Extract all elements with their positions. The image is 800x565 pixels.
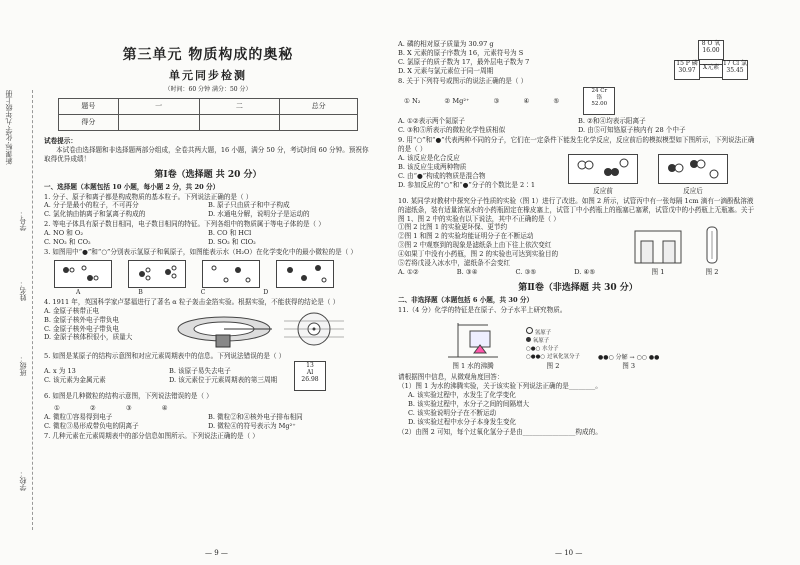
atomic-mass: 52.00 xyxy=(591,101,608,108)
option[interactable]: A. x 为 13 xyxy=(44,366,76,375)
q11-instruction: 请根据图中信息，从微观角度回答： xyxy=(398,372,504,381)
question-9: 9. 用“○”和“●”代表两种不同的分子，它们在一定条件下能发生化学反应，反应前后的模拟模型如下图所示，下列说法正确的是（ ） xyxy=(398,136,755,154)
legend-label: 过氧化氢分子 xyxy=(546,354,580,361)
left-column xyxy=(44,40,372,441)
atom-structure: ① xyxy=(54,403,60,412)
name-field: 姓名： xyxy=(19,280,27,301)
option[interactable]: B. 原子只由质子和中子构成 xyxy=(208,201,290,210)
element-card-cr xyxy=(583,87,615,115)
symbol-item: ① N₂ xyxy=(404,97,421,105)
beaker-apparatus xyxy=(633,225,683,265)
option[interactable]: D. SO₂ 和 ClO₂ xyxy=(208,237,256,246)
option[interactable]: B. 该原子易失去电子 xyxy=(169,366,231,375)
school-field: 学校： xyxy=(19,470,27,491)
statement: ⑤若将戊浸入冰水中，滤纸条不会变红 xyxy=(398,259,511,268)
part1-title: 第Ⅰ卷（选择题 共 20 分） xyxy=(154,169,262,180)
symbol-item: ② Mg²⁺ xyxy=(444,97,470,105)
q5-options xyxy=(44,367,294,385)
symbol-item: ⑤ xyxy=(553,97,560,105)
option[interactable]: C. 微粒③易形成带负电的阴离子 xyxy=(44,422,139,431)
id-field: 学号： xyxy=(19,210,27,231)
atom-structure: ④ xyxy=(161,403,168,412)
figure-label: 图 1 水的沸腾 xyxy=(452,361,494,370)
figure-label: 图 3 xyxy=(622,361,636,370)
score-input-cell[interactable] xyxy=(118,114,199,130)
symbol-item: ④ xyxy=(523,97,530,105)
tips-heading: 试卷提示： xyxy=(44,136,77,145)
legend-label: 氢原子 xyxy=(534,329,552,336)
element-card-o: 8 O 氧 16.00 xyxy=(698,40,724,60)
element-card-x: X元素 xyxy=(699,64,723,78)
q11-part-1-options xyxy=(398,391,758,427)
statement: ④如果丁中没有小药瓶，图 2 的实验也可达到实验目的 xyxy=(398,250,559,259)
option[interactable]: A. 该实验过程中，水发生了化学变化 xyxy=(408,391,516,400)
binding-sidebar xyxy=(0,0,40,565)
exam-subtitle: 单元同步检测 xyxy=(169,68,247,82)
figure-label: D xyxy=(263,288,269,296)
option[interactable]: D. ④⑤ xyxy=(574,267,596,276)
test-tube-apparatus xyxy=(695,225,729,265)
before-reaction xyxy=(568,154,638,196)
q11-part-1: （1）图 1 为水的沸腾实验，关于该实验下列说法正确的是________。 xyxy=(398,382,602,391)
peroxide-molecule-icon: ○●●○ xyxy=(526,354,546,361)
option[interactable]: A. ①② xyxy=(398,267,419,276)
q8-options xyxy=(398,117,758,135)
q3-figure-d xyxy=(276,260,334,288)
question-3: 3. 如图用中“●”和“○”分别表示氢原子和氧原子，如图能表示水（H₂O）在化学变化中的最小微粒的是（ ） xyxy=(44,247,358,256)
after-reaction-box xyxy=(658,154,728,184)
q3-figure-a xyxy=(54,260,112,288)
decomposition-diagram: ●●○ 分解 → ○○ ●● xyxy=(597,353,660,361)
option[interactable]: B. 金原子核外电子带负电 xyxy=(44,315,119,324)
option[interactable]: B. ③④ xyxy=(456,267,478,276)
part2-heading: 二、非选择题（本题包括 6 小题，共 30 分） xyxy=(398,295,534,304)
exam-meta: （时间：60 分钟 满分：50 分） xyxy=(164,85,252,93)
score-input-cell[interactable] xyxy=(199,114,280,130)
q4-options xyxy=(44,307,164,351)
series-label: 新课标·化学·九年级上册 xyxy=(5,90,13,165)
symbol-item: ③ xyxy=(493,97,500,105)
option[interactable]: C. 氯原子的质子数为 17，最外层电子数为 7 xyxy=(398,57,530,66)
option[interactable]: D. 微粒④的符号表示为 Mg²⁺ xyxy=(208,422,296,431)
part2-title: 第Ⅱ卷（非选择题 共 30 分） xyxy=(518,282,638,293)
water-molecule-icon: ○●○ xyxy=(526,346,541,353)
option[interactable]: D. 水通电分解，说明分子是运动的 xyxy=(208,210,310,219)
score-header-cell: 二 xyxy=(199,98,280,114)
score-header-cell: 题号 xyxy=(59,98,119,114)
q10-statements xyxy=(398,223,633,276)
arrow-label: 分解 xyxy=(615,353,628,361)
after-reaction xyxy=(658,154,728,196)
option[interactable]: D. 参加反应的“○”和“●”分子的个数比是 2∶1 xyxy=(398,180,536,189)
q10-figures xyxy=(633,223,729,276)
q10-block xyxy=(398,223,758,276)
boiling-water-apparatus xyxy=(438,317,508,359)
element-card-al xyxy=(294,361,326,391)
option[interactable]: C. 氯化钠由钠离子和氯离子构成的 xyxy=(44,210,146,219)
q11-figure-1 xyxy=(438,317,508,371)
option[interactable]: B. ②和④均表示阳离子 xyxy=(578,117,646,126)
class-field: 班级： xyxy=(19,355,27,376)
option[interactable]: A. ①②表示两个氮原子 xyxy=(398,117,465,126)
figure-label: 反应后 xyxy=(683,186,703,195)
q6-figures xyxy=(54,404,372,413)
question-1: 1. 分子、原子和离子都是构成物质的基本粒子。下列说法正确的是（ ） xyxy=(44,192,253,201)
figure-label: 反应前 xyxy=(593,186,613,195)
option[interactable]: A. 金原子核带正电 xyxy=(44,306,100,315)
option[interactable]: A. 该反应是化合反应 xyxy=(398,154,460,163)
figure-label: 图 2 xyxy=(705,267,719,276)
question-10: 10. 某同学对教材中探究分子性质的实验（图 1）进行了改进。如图 2 所示，试管丙中有一张每隔 1cm 滴有一滴酚酞溶液的滤纸条，装有适量浓氨水的小药瓶固定在橡皮塞上，试管丁中小药瓶上的瓶塞已塞紧，试管戊中的小药瓶上无瓶塞。关于图 1、图 2 中的实验有以下说法，其中不正确的是（ ） xyxy=(398,196,755,223)
q7-block xyxy=(398,40,758,76)
q11-figures xyxy=(438,317,758,371)
q4-block xyxy=(44,307,372,351)
option[interactable]: C. 金原子核外电子带负电 xyxy=(44,324,119,333)
figure-label: A xyxy=(76,288,81,296)
option[interactable]: D. 该元素位于元素周期表的第三周期 xyxy=(169,375,278,384)
statement: ①图 2 比图 1 的实验更环保、更节约 xyxy=(398,223,508,232)
option[interactable]: C. NO₂ 和 CO₂ xyxy=(44,237,91,246)
score-header-cell: 一 xyxy=(118,98,199,114)
q9-block xyxy=(398,154,758,196)
q6-options xyxy=(44,413,372,431)
q3-figure-c xyxy=(202,260,260,288)
element-symbol: Cr xyxy=(600,88,608,95)
figure-label: 图 2 xyxy=(546,361,560,370)
q8-figures xyxy=(404,87,758,115)
figure-2 xyxy=(695,225,729,277)
option[interactable]: B. 微粒②和④核外电子排布相同 xyxy=(208,413,303,422)
hydrogen-atom-icon xyxy=(526,327,533,334)
option[interactable]: A. 磷的相对原子质量为 30.97 g xyxy=(398,40,494,48)
binding-line xyxy=(32,90,33,530)
score-header-cell: 总分 xyxy=(280,98,358,114)
atom-structure: ③ xyxy=(125,403,132,412)
page-number-right: — 10 — xyxy=(555,549,583,557)
score-input-cell[interactable] xyxy=(280,114,358,130)
statement: ②图 1 和图 2 的实验均能证明分子在不断运动 xyxy=(398,232,534,241)
q3-figure-b xyxy=(128,260,186,288)
element-name: 铬 xyxy=(596,94,603,101)
q9-figures xyxy=(568,154,728,196)
q3-figures xyxy=(54,260,372,288)
oxygen-atom-icon xyxy=(526,337,531,342)
tips-body: 本试卷由选择题和非选择题两部分组成，全卷共两大题，16 小题，满分 50 分，考试时间 60 分钟。预祝你取得优异成绩！ xyxy=(44,145,369,163)
part1-heading: 一、选择题（本题包括 10 小题，每小题 2 分，共 20 分） xyxy=(44,182,220,191)
question-5: 5. 如图是某原子的结构示意图和对应元素周期表中的信息。下列说法错误的是（ ） xyxy=(44,351,286,360)
option[interactable]: C. 该元素为金属元素 xyxy=(44,375,106,384)
legend-label: 水分子 xyxy=(542,346,559,353)
question-4: 4. 1911 年，英国科学家卢瑟福进行了著名 α 粒子轰击金箔实验。根据实验，不能获得的结论是（ ） xyxy=(44,297,340,306)
q10-options xyxy=(398,268,633,277)
option[interactable]: A. 微粒①容易得到电子 xyxy=(44,413,113,422)
figure-label: 图 1 xyxy=(651,267,665,276)
option[interactable]: C. ③⑤ xyxy=(515,267,537,276)
right-column xyxy=(398,40,758,437)
option[interactable]: B. CO 和 HCl xyxy=(208,229,252,238)
atomic-number: 24 xyxy=(591,88,599,95)
legend-label: 氧原子 xyxy=(532,337,550,344)
score-label-cell: 得分 xyxy=(59,114,119,130)
element-card-cl: 17 Cl 氯 35.45 xyxy=(722,60,748,80)
page-number-left: — 9 — xyxy=(205,549,228,557)
question-8: 8. 关于下列符号或图示的说法正确的是（ ） xyxy=(398,76,528,85)
q11-figure-2 xyxy=(526,327,580,371)
option[interactable]: C. ③和⑤所表示的微粒化学性质相似 xyxy=(398,126,506,135)
q5-block xyxy=(44,361,372,391)
figure-label: B xyxy=(138,288,143,296)
atom-structure: ② xyxy=(89,403,96,412)
question-11: 11.（4 分）化学的特征是在原子、分子水平上研究物质。 xyxy=(398,305,567,314)
option[interactable]: B. 该实验过程中，水分子之间的间隔增大 xyxy=(408,400,530,409)
element-symbol: Al xyxy=(306,368,314,376)
score-table xyxy=(58,98,358,131)
rutherford-apparatus-figure xyxy=(164,307,364,351)
q3-figure-labels xyxy=(76,289,372,297)
option[interactable]: B. X 元素的原子序数为 16，元素符号为 S xyxy=(398,48,524,57)
figure-label: C xyxy=(200,288,206,296)
question-2: 2. 等电子体具有原子数目相同，电子数目相同的特征。下列各组中的物质属于等电子体的是（ ） xyxy=(44,220,325,229)
statement: ③图 2 中观察到的现象是滤纸条上由下往上依次变红 xyxy=(398,241,552,250)
option[interactable]: D. 由⑤可知铬原子核内有 28 个中子 xyxy=(578,126,686,135)
option[interactable]: A. 分子是最小的粒子，不可再分 xyxy=(44,201,139,210)
legend xyxy=(526,327,580,362)
q9-options xyxy=(398,154,568,196)
q2-options xyxy=(44,229,372,247)
option[interactable]: B. 该反应生成两种物质 xyxy=(398,162,467,171)
option[interactable]: D. 金原子核体积很小，质量大 xyxy=(44,333,133,342)
question-6: 6. 如图是几种微粒的结构示意图，下列说法错误的是（ ） xyxy=(44,391,213,400)
q1-options xyxy=(44,201,372,219)
option[interactable]: C. 由“●”构成的物质是混合物 xyxy=(398,171,486,180)
q7-options xyxy=(398,40,678,76)
figure-1 xyxy=(633,225,683,277)
before-reaction-box xyxy=(568,154,638,184)
option[interactable]: D. X 元素与氯元素位于同一周期 xyxy=(398,66,494,75)
q11-figure-3 xyxy=(598,354,659,371)
exam-title: 第三单元 物质构成的奥秘 xyxy=(122,47,294,63)
option[interactable]: D. 该实验过程中水分子本身发生变化 xyxy=(408,417,517,426)
element-card-p: 15 P 磷 30.97 xyxy=(674,60,700,80)
q11-part-2: （2）由图 2 可知，每个过氧化氢分子是由________________构成的。 xyxy=(398,427,602,436)
question-7: 7. 几种元素在元素周期表中的部分信息如图所示。下列说法正确的是（ ） xyxy=(44,432,259,441)
atomic-number: 13 xyxy=(306,361,314,369)
option[interactable]: A. NO 和 O₂ xyxy=(44,229,83,238)
atomic-mass: 26.98 xyxy=(301,376,319,384)
option[interactable]: C. 该实验说明分子在不断运动 xyxy=(408,409,497,418)
